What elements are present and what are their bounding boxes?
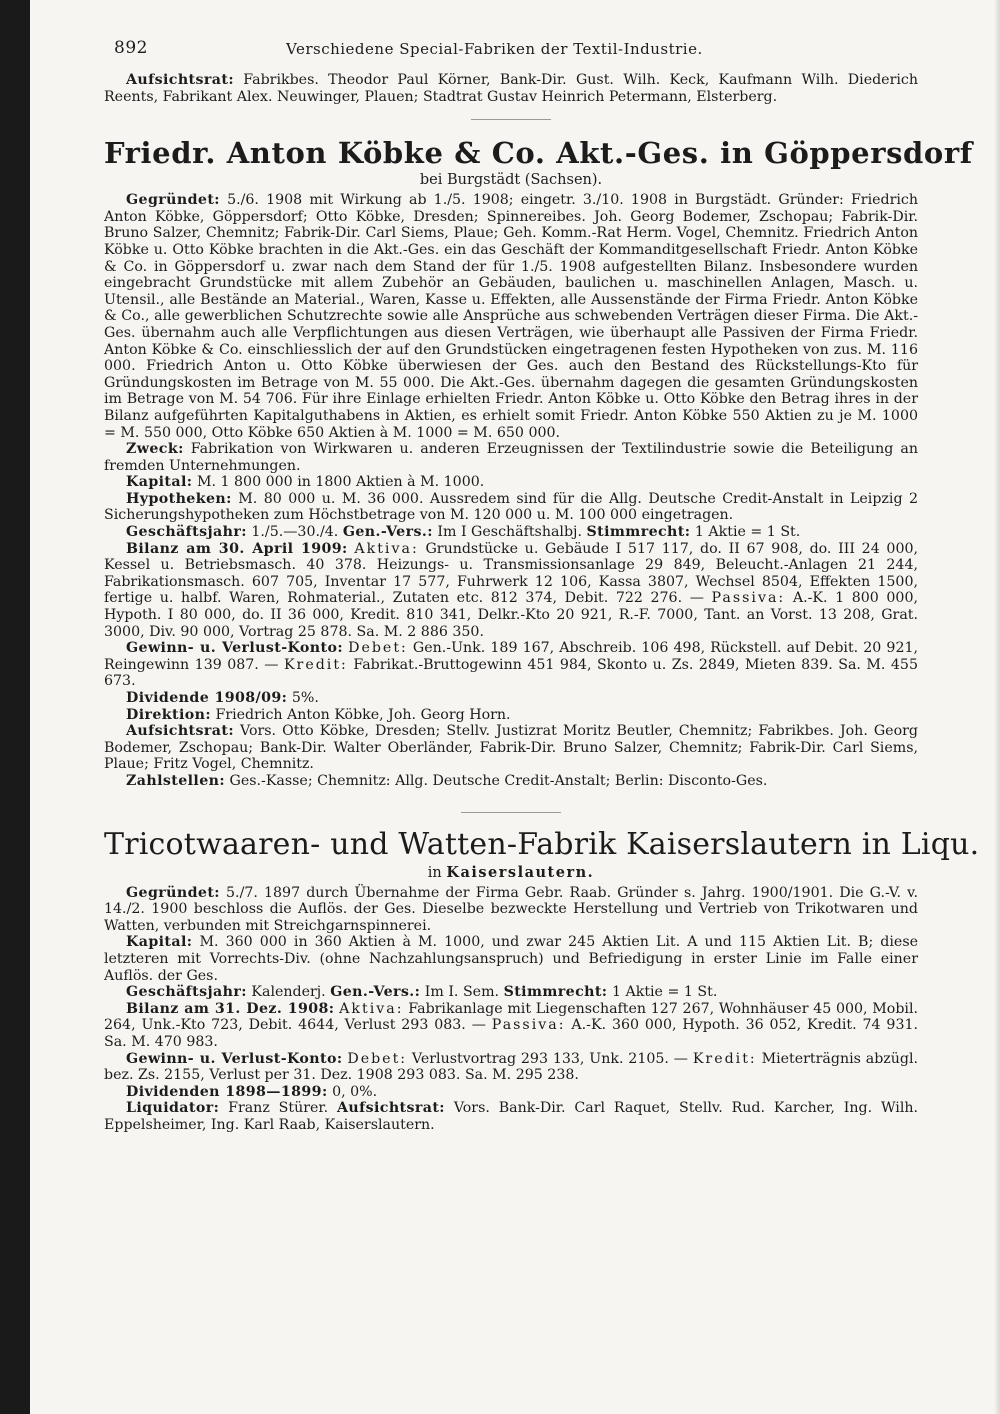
field-text: Vors. Otto Köbke, Dresden; Stellv. Justizrat Moritz Beutler, Chemnitz; Fabrikbes. Joh. Georg Bodemer, Zschopau; Bank-Dir. Walter Oberländer, Fabrik-Dir. Bruno Salzer, Chemnitz; Fabrik-Dir. Carl Siems, Plaue; Fritz Vogel, Chemnitz.	[104, 723, 918, 773]
field-text: A.-K. 1 800 000, Hypoth. I 80 000, do. II 36 000, Kredit. 810 341, Delkr.-Kto 20 921, R.-F. 7000, Tant. an Vorst. 13 208, Grat. 3000, Div. 90 000, Vortrag 25 878. Sa. M. 2 886 350.	[104, 590, 918, 640]
field-text: Franz Stürer.	[228, 1100, 329, 1117]
field-text: Verlustvortrag 293 133, Unk. 2105.	[411, 1050, 669, 1067]
field-text: Grundstücke u. Gebäude I 517 117, do. II 67 908, do. III 24 000, Kessel u. Betriebsmasch. 40 378. Heizungs- u. Transmissionsanlage 29 849, Beleucht.-Anlagen 21 244, Fabrikationsmasch. 607 705, Inventar 17 577, Fuhrwerk 12 106, Kassa 3807, Wechsel 8504, Effekten 1500, fertige u. halbf. Waren, Rohmaterial., Zutaten etc. 812 374, Debit. 722 276.	[104, 540, 919, 607]
entry-guv: Gewinn- u. Verlust-Konto: Debet: Verlustvortrag 293 133, Unk. 2105. — Kredit: Mieterträgnis abzügl. bez. Zs. 2155, Verlust per 31. Dez. 1908 293 083. Sa. M. 295 238.	[104, 1050, 919, 1084]
field-label: Gewinn- u. Verlust-Konto:	[126, 1050, 343, 1067]
entry-zweck	[104, 441, 918, 474]
field-text: Fabrikanlage mit Liegenschaften 127 267, Wohnhäuser 45 000, Mobil. 264, Unk.-Kto 723, Debit. 4644, Verlust 293 083.	[104, 1000, 918, 1034]
entry-geschaeftsjahr	[104, 984, 918, 1001]
field-text: A.-K. 360 000, Hypoth. 36 052, Kredit. 74 931. Sa. M. 470 983.	[104, 1017, 919, 1050]
field-text: Ges.-Kasse; Chemnitz: Allg. Deutsche Credit-Anstalt; Berlin: Disconto-Ges.	[229, 772, 768, 789]
field-text: Kalenderj.	[251, 984, 326, 1001]
field-label: Kapital:	[126, 934, 193, 951]
scan-page-edge	[994, 0, 1000, 1414]
section-divider	[471, 119, 551, 120]
kredit-label: Kredit:	[692, 1050, 757, 1067]
field-label: Dividenden 1898—1899:	[126, 1083, 328, 1100]
entry-liquidator	[104, 1100, 918, 1133]
field-text: M. 1 800 000 in 1800 Aktien à M. 1000.	[196, 474, 485, 491]
page-content	[104, 36, 980, 1133]
field-text: 1./5.—30./4.	[251, 524, 339, 541]
field-label: Geschäftsjahr:	[126, 524, 247, 541]
field-text: 1 Aktie = 1 St.	[694, 524, 801, 541]
field-label: Direktion:	[126, 706, 211, 723]
entry-zahlstellen	[104, 773, 918, 790]
field-text: 5./7. 1897 durch Übernahme der Firma Gebr. Raab. Gründer s. Jahrg. 1900/1901. Die G.-V. v. 14./2. 1900 beschloss die Auflös. der Ges. Dieselbe bezweckte Herstellung und Vertrieb von Trikotwaren und Watten, verbunden mit Streichgarnspinnerei.	[104, 884, 918, 934]
passiva-label: Passiva:	[711, 590, 786, 607]
debet-label: Debet:	[348, 640, 408, 657]
entry-bilanz: Bilanz am 30. April 1909: Aktiva: Grundstücke u. Gebäude I 517 117, do. II 67 908, do. III 24 000, Kessel u. Betriebsmasch. 40 378. Heizungs- u. Transmissionsanlage 29 849, Beleucht.-Anlagen 21 244, Fabrikationsmasch. 607 705, Inventar 17 577, Fuhrwerk 12 106, Kassa 3807, Wechsel 8504, Effekten 1500, fertige u. halbf. Waren, Rohmaterial., Zutaten etc. 812 374, Debit. 722 276. — Passiva: A.-K. 1 800 000, Hypoth. I 80 000, do. II 36 000, Kredit. 810 341, Delkr.-Kto 20 921, R.-F. 7000, Tant. an Vorst. 13 208, Grat. 3000, Div. 90 000, Vortrag 25 878. Sa. M. 2 886 350.	[104, 540, 919, 640]
field-label: Geschäftsjahr:	[126, 984, 247, 1001]
section-divider	[461, 812, 561, 813]
field-label: Stimmrecht:	[503, 984, 608, 1001]
field-text: Fabrikbes. Theodor Paul Körner, Bank-Dir. Gust. Wilh. Keck, Kaufmann Wilh. Diederich Reents, Fabrikant Alex. Neuwinger, Plauen; Stadtrat Gustav Heinrich Petermann, Elsterberg.	[104, 72, 918, 105]
field-text: 5./6. 1908 mit Wirkung ab 1./5. 1908; eingetr. 3./10. 1908 in Burgstädt. Gründer: Friedrich Anton Köbke, Göppersdorf; Otto Köbke, Dresden; Spinnereibes. Joh. Georg Bodemer, Zschopau; Fabrik-Dir. Bruno Salzer, Chemnitz; Fabrik-Dir. Carl Siems, Plaue; Geh. Komm.-Rat Herm. Vogel, Chemnitz. Friedrich Anton Köbke u. Otto Köbke brachten in die Akt.-Ges. ein das Geschäft der Kommanditgesellschaft Friedr. Anton Köbke & Co. in Göppersdorf u. zwar nach dem Stand der für 1./5. 1908 aufgestellten Bilanz. Insbesondere wurden eingebracht Grundstücke mit allem Zubehör an Gebäuden, baulichen u. maschinellen Anlagen, Masch. u. Utensil., alle Bestände an Material., Waren, Kasse u. Effekten, alle Aussenstände der Firma Friedr. Anton Köbke & Co., alle gewerblichen Schutzrechte sowie alle Ansprüche aus schwebenden Verträgen dieser Firma. Die Akt.-Ges. übernahm auch alle Verpflichtungen aus diesen Verträgen, wie überhaupt alle Passiven der Firma Friedr. Anton Köbke & Co. einschliesslich der auf den Grundstücken eingetragenen festen Hypotheken von zus. M. 116 000. Friedrich Anton u. Otto Köbke überwiesen der Ges. auch den Bestand des Rückstellungs-Kto für Gründungskosten im Betrage von M. 55 000. Die Akt.-Ges. übernahm dagegen die gesamten Gründungskosten im Betrage von M. 54 706. Für ihre Einlage erhielten Friedr. Anton Köbke u. Otto Köbke den Betrag ihres in der Bilanz aufgeführten Kapitalguthabens in Aktien, es erhielt somit Friedr. Anton Köbke 550 Aktien zu je M. 1000 = M. 550 000, Otto Köbke 650 Aktien à M. 1000 = M. 650 000.	[104, 192, 918, 441]
field-text: Gen.-Unk. 189 167, Abschreib. 106 498, Rückstell. auf Debit. 20 921, Reingewinn 139 087.	[104, 640, 919, 673]
location-prefix: in	[427, 864, 442, 881]
field-label: Gegründet:	[126, 884, 220, 901]
field-text: 0, 0%.	[332, 1083, 378, 1100]
debet-label: Debet:	[347, 1050, 408, 1067]
field-label: Bilanz am 31. Dez. 1908:	[126, 1000, 335, 1017]
entry-geschaeftsjahr	[104, 524, 918, 541]
field-label: Aufsichtsrat:	[126, 72, 234, 88]
company-location	[104, 864, 918, 881]
field-label: Bilanz am 30. April 1909:	[126, 540, 348, 557]
entry-guv: Gewinn- u. Verlust-Konto: Debet: Gen.-Unk. 189 167, Abschreib. 106 498, Rückstell. auf Debit. 20 921, Reingewinn 139 087. — Kredit: Fabrikat.-Bruttogewinn 451 984, Skonto u. Zs. 2849, Mieten 839. Sa. M. 455 673.	[104, 640, 919, 690]
field-text: M. 360 000 in 360 Aktien à M. 1000, und zwar 245 Aktien Lit. A und 115 Aktien Lit. B; diese letzteren mit Vorrechts-Div. (ohne Nachzahlungsanspruch) und Befriedigung in erster Linie im Falle einer Auflös. der Ges.	[104, 934, 918, 984]
field-text: Fabrikation von Wirkwaren u. anderen Erzeugnissen der Textilindustrie sowie die Beteiligung an fremden Unternehmungen.	[104, 441, 918, 474]
entry-bilanz: Bilanz am 31. Dez. 1908: Aktiva: Fabrikanlage mit Liegenschaften 127 267, Wohnhäuser 45 000, Mobil. 264, Unk.-Kto 723, Debit. 4644, Verlust 293 083. — Passiva: A.-K. 360 000, Hypoth. 36 052, Kredit. 74 931. Sa. M. 470 983.	[104, 1000, 919, 1050]
entry-kapital	[104, 474, 918, 491]
company-location: bei Burgstädt (Sachsen).	[419, 172, 603, 189]
field-label: Liquidator:	[126, 1100, 220, 1117]
running-title: Verschiedene Special-Fabriken der Textil-Industrie.	[286, 40, 703, 58]
aktiva-label: Aktiva:	[339, 1000, 404, 1017]
passiva-label: Passiva:	[491, 1017, 566, 1034]
entry-direktion	[104, 707, 918, 724]
field-label: Zahlstellen:	[126, 772, 225, 789]
field-text: 5%.	[291, 690, 319, 706]
field-text: 1 Aktie = 1 St.	[611, 984, 718, 1001]
page-number: 892	[114, 38, 148, 58]
field-text: Im I. Sem.	[424, 984, 500, 1001]
entry-dividende	[104, 690, 918, 707]
aktiva-label: Aktiva:	[354, 540, 419, 557]
entry-hypotheken	[104, 491, 918, 524]
location-city: Kaiserslautern.	[446, 863, 595, 881]
field-label: Stimmrecht:	[586, 524, 691, 541]
entry-gegruendet	[104, 192, 918, 441]
entry-aufsichtsrat	[104, 723, 918, 773]
prev-entry-aufsichtsrat	[104, 72, 918, 105]
field-label: Gen.-Vers.:	[330, 984, 421, 1001]
running-head	[104, 36, 918, 62]
company-title: Tricotwaaren- und Watten-Fabrik Kaiserslautern in Liqu.	[104, 826, 980, 862]
field-text: Mieterträgnis abzügl. bez. Zs. 2155, Verlust per 31. Dez. 1908 293 083. Sa. M. 295 238.	[104, 1050, 919, 1084]
field-label: Dividende 1908/09:	[126, 690, 288, 706]
field-label: Aufsichtsrat:	[126, 723, 234, 740]
field-label: Hypotheken:	[126, 490, 232, 507]
kredit-label: Kredit:	[283, 656, 348, 673]
company-title: Friedr. Anton Köbke & Co. Akt.-Ges. in Göppersdorf	[104, 136, 973, 171]
entry-kapital	[104, 934, 918, 984]
field-text: Vors. Bank-Dir. Carl Raquet, Stellv. Rud. Karcher, Ing. Wilh. Eppelsheimer, Ing. Karl Raab, Kaiserslautern.	[104, 1100, 919, 1133]
field-label: Gen.-Vers.:	[342, 524, 433, 541]
scan-binding-edge	[0, 0, 30, 1414]
field-text: M. 80 000 u. M. 36 000. Aussredem sind für die Allg. Deutsche Credit-Anstalt in Leipzig 2 Sicherungshypotheken zum Höchstbetrage von M. 120 000 u. M. 100 000 eingetragen.	[104, 490, 919, 524]
field-label: Aufsichtsrat:	[336, 1100, 445, 1117]
field-text: Im I Geschäftshalbj.	[437, 524, 582, 541]
field-label: Kapital:	[126, 474, 193, 491]
field-text: Friedrich Anton Köbke, Joh. Georg Horn.	[215, 706, 511, 723]
field-text: Fabrikat.-Bruttogewinn 451 984, Skonto u. Zs. 2849, Mieten 839. Sa. M. 455 673.	[104, 656, 918, 690]
field-label: Gewinn- u. Verlust-Konto:	[126, 640, 343, 657]
field-label: Gegründet:	[126, 192, 220, 209]
entry-gegruendet	[104, 885, 918, 935]
entry-dividenden	[104, 1084, 918, 1101]
field-label: Zweck:	[126, 441, 184, 458]
